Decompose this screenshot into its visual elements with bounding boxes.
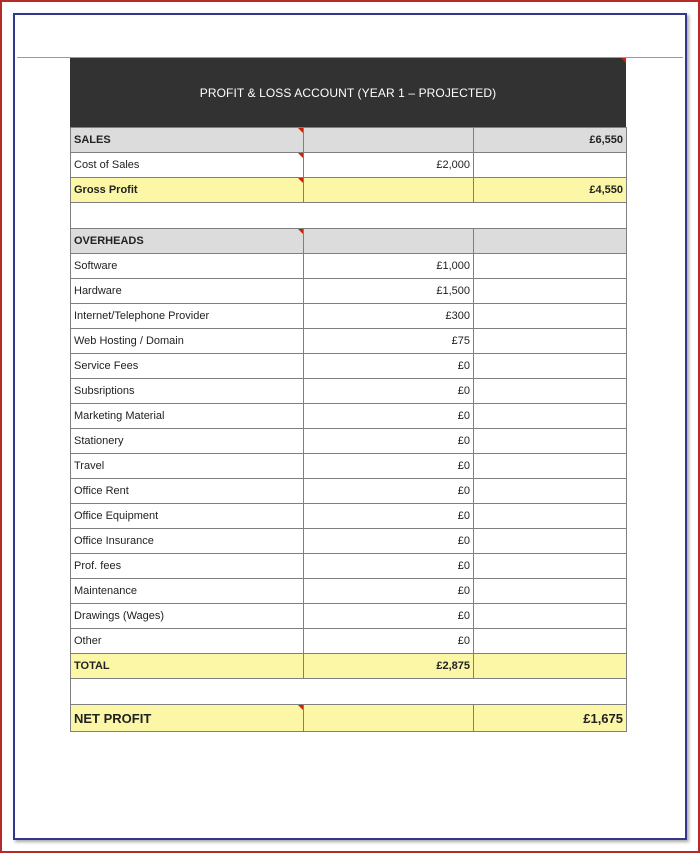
overhead-value[interactable]: £0: [304, 579, 474, 604]
sheet-title: PROFIT & LOSS ACCOUNT (YEAR 1 – PROJECTED): [199, 85, 497, 100]
net-profit-label[interactable]: NET PROFIT: [71, 705, 304, 732]
overhead-label[interactable]: Office Rent: [71, 479, 304, 504]
overhead-total-cell[interactable]: [474, 604, 627, 629]
table-row: [71, 529, 627, 554]
comment-indicator: [298, 153, 303, 158]
spacer-cell[interactable]: [71, 203, 627, 229]
table-row: [71, 579, 627, 604]
cost-of-sales-value[interactable]: £2,000: [304, 153, 474, 178]
table-row: [71, 554, 627, 579]
table-row: [71, 479, 627, 504]
table-row: [71, 279, 627, 304]
comment-indicator: [298, 705, 303, 710]
overhead-value[interactable]: £0: [304, 429, 474, 454]
table-row: [71, 254, 627, 279]
comment-indicator: [298, 128, 303, 133]
overhead-value[interactable]: £75: [304, 329, 474, 354]
gross-profit-row: [71, 178, 627, 203]
spacer-cell[interactable]: [71, 679, 627, 705]
sheet-title-bar: [70, 58, 626, 127]
overheads-label[interactable]: OVERHEADS: [71, 229, 304, 254]
overhead-value[interactable]: £0: [304, 629, 474, 654]
table-row: [71, 379, 627, 404]
table-row: [71, 604, 627, 629]
sales-mid-cell[interactable]: [304, 128, 474, 153]
overhead-value[interactable]: £0: [304, 504, 474, 529]
overhead-label[interactable]: Office Equipment: [71, 504, 304, 529]
overhead-total-cell[interactable]: [474, 404, 627, 429]
overhead-value[interactable]: £1,000: [304, 254, 474, 279]
overhead-total-cell[interactable]: [474, 579, 627, 604]
overhead-total-cell[interactable]: [474, 454, 627, 479]
overhead-total-cell[interactable]: [474, 429, 627, 454]
overhead-label[interactable]: Maintenance: [71, 579, 304, 604]
net-profit-mid-cell[interactable]: [304, 705, 474, 732]
overhead-total-cell[interactable]: [474, 554, 627, 579]
overhead-value[interactable]: £0: [304, 354, 474, 379]
overheads-total-cell[interactable]: [474, 229, 627, 254]
cost-of-sales-total-cell[interactable]: [474, 153, 627, 178]
cost-of-sales-label[interactable]: Cost of Sales: [71, 153, 304, 178]
overhead-label[interactable]: Service Fees: [71, 354, 304, 379]
gross-profit-label[interactable]: Gross Profit: [71, 178, 304, 203]
comment-indicator: [621, 58, 626, 63]
overhead-label[interactable]: Web Hosting / Domain: [71, 329, 304, 354]
overhead-value[interactable]: £0: [304, 479, 474, 504]
table-row: [71, 504, 627, 529]
total-value[interactable]: £2,875: [304, 654, 474, 679]
table-row: [71, 329, 627, 354]
overhead-value[interactable]: £0: [304, 404, 474, 429]
table-row: [71, 354, 627, 379]
overhead-label[interactable]: Subsriptions: [71, 379, 304, 404]
overheads-mid-cell[interactable]: [304, 229, 474, 254]
overhead-total-cell[interactable]: [474, 329, 627, 354]
overhead-total-cell[interactable]: [474, 504, 627, 529]
sales-row: [71, 128, 627, 153]
overhead-total-cell[interactable]: [474, 354, 627, 379]
sales-value[interactable]: £6,550: [474, 128, 627, 153]
overhead-label[interactable]: Drawings (Wages): [71, 604, 304, 629]
profit-loss-sheet: [70, 58, 626, 732]
spacer-row: [71, 679, 627, 705]
overhead-label[interactable]: Other: [71, 629, 304, 654]
pl-table: [70, 127, 627, 732]
comment-indicator: [298, 178, 303, 183]
overhead-value[interactable]: £300: [304, 304, 474, 329]
overhead-label[interactable]: Hardware: [71, 279, 304, 304]
overhead-label[interactable]: Office Insurance: [71, 529, 304, 554]
overhead-total-cell[interactable]: [474, 479, 627, 504]
gross-profit-value[interactable]: £4,550: [474, 178, 627, 203]
overhead-label[interactable]: Marketing Material: [71, 404, 304, 429]
comment-indicator: [298, 229, 303, 234]
net-profit-value[interactable]: £1,675: [474, 705, 627, 732]
overhead-total-cell[interactable]: [474, 529, 627, 554]
table-row: [71, 404, 627, 429]
overhead-total-cell[interactable]: [474, 304, 627, 329]
cost-of-sales-row: [71, 153, 627, 178]
overhead-label[interactable]: Internet/Telephone Provider: [71, 304, 304, 329]
overhead-total-cell[interactable]: [474, 629, 627, 654]
total-row: [71, 654, 627, 679]
total-label[interactable]: TOTAL: [71, 654, 304, 679]
overhead-value[interactable]: £0: [304, 554, 474, 579]
gross-profit-mid-cell[interactable]: [304, 178, 474, 203]
table-row: [71, 304, 627, 329]
overhead-total-cell[interactable]: [474, 279, 627, 304]
overhead-value[interactable]: £0: [304, 379, 474, 404]
overhead-value[interactable]: £1,500: [304, 279, 474, 304]
spacer-row: [71, 203, 627, 229]
overhead-value[interactable]: £0: [304, 604, 474, 629]
sales-label[interactable]: SALES: [71, 128, 304, 153]
overhead-label[interactable]: Prof. fees: [71, 554, 304, 579]
overheads-row: [71, 229, 627, 254]
overhead-value[interactable]: £0: [304, 454, 474, 479]
total-right-cell[interactable]: [474, 654, 627, 679]
overhead-label[interactable]: Travel: [71, 454, 304, 479]
overhead-value[interactable]: £0: [304, 529, 474, 554]
table-row: [71, 454, 627, 479]
overhead-label[interactable]: Software: [71, 254, 304, 279]
table-row: [71, 429, 627, 454]
overhead-label[interactable]: Stationery: [71, 429, 304, 454]
table-row: [71, 629, 627, 654]
net-profit-row: [71, 705, 627, 732]
overhead-total-cell[interactable]: [474, 379, 627, 404]
overhead-total-cell[interactable]: [474, 254, 627, 279]
